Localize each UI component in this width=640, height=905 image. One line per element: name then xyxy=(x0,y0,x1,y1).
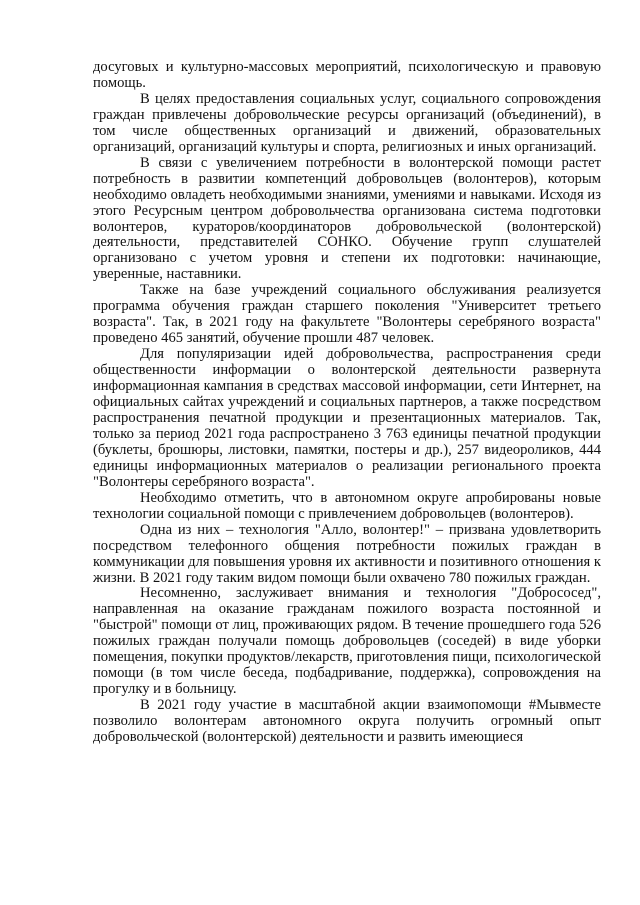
paragraph-new-technologies: Необходимо отметить, что в автономном округе апробированы новые технологии социальной помощи с привлечением добровольцев (волонтеров). xyxy=(93,489,601,522)
paragraph-continuation: досуговых и культурно-массовых мероприятий, психологическую и правовую помощь. xyxy=(93,59,601,91)
paragraph-allo-volunteer: Одна из них – технология "Алло, волонтер!" – призвана удовлетворить посредством телефонного общения потребности пожилых граждан в коммуникации для повышения уровня их активности и позитивного отношения к жизни. В 2021 году таким видом помощи были охвачено 780 пожилых граждан. xyxy=(93,521,601,586)
paragraph-competence-training: В связи с увеличением потребности в волонтерской помощи растет потребность в развитии компетенций добровольцев (волонтеров), которым необходимо овладеть необходимыми знаниями, умениями и навыками. Исходя из этого Ресурсным центром добровольчества организована система подготовки волонтеров, кураторов/координаторов добровольческой (волонтерской) деятельности, представителей СОНКО. Обучение групп слушателей организовано с учетом уровня и степени их подготовки: начинающие, уверенные, наставники. xyxy=(93,154,601,283)
paragraph-university-third-age: Также на базе учреждений социального обслуживания реализуется программа обучения граждан старшего поколения "Университет третьего возраста". Так, в 2021 году на факультете "Волонтеры серебряного возраста" проведено 465 занятий, обучение прошли 487 человек. xyxy=(93,282,601,347)
paragraph-volunteer-resources: В целях предоставления социальных услуг, социального сопровождения граждан привлечены добровольческие ресурсы организаций (объединений), в том числе общественных организаций и движений, образовательных организаций, организаций культуры и спорта, религиозных и иных организаций. xyxy=(93,90,601,155)
paragraph-my-vmeste: В 2021 году участие в масштабной акции взаимопомощи #Мывместе позволило волонтерам автономного округа получить огромный опыт добровольческой (волонтерской) деятельности и развить имеющиеся xyxy=(93,697,601,746)
document-body xyxy=(93,60,601,746)
paragraph-information-campaign: Для популяризации идей добровольчества, распространения среди общественности информации о волонтерской деятельности развернута информационная кампания в средствах массовой информации, сети Интернет, на официальных сайтах учреждений и социальных партнеров, а также посредством распространения печатной продукции и презентационных материалов. Так, только за период 2021 года распространено 3 763 единицы печатной продукции (буклеты, брошюры, листовки, памятки, постеры и др.), 257 видеороликов, 444 единицы информационных материалов о реализации регионального проекта "Волонтеры серебряного возраста". xyxy=(93,346,601,490)
paragraph-dobrososed: Несомненно, заслуживает внимания и технология "Добрососед", направленная на оказание гражданам пожилого возраста постоянной и "быстрой" помощи от лиц, проживающих рядом. В течение прошедшего года 526 пожилых граждан получали помощь добровольцев (соседей) в виде уборки помещения, покупки продуктов/лекарств, приготовления пищи, психологической помощи (в том числе беседа, подбадривание, поддержка), сопровождения на прогулку и в больницу. xyxy=(93,585,601,698)
